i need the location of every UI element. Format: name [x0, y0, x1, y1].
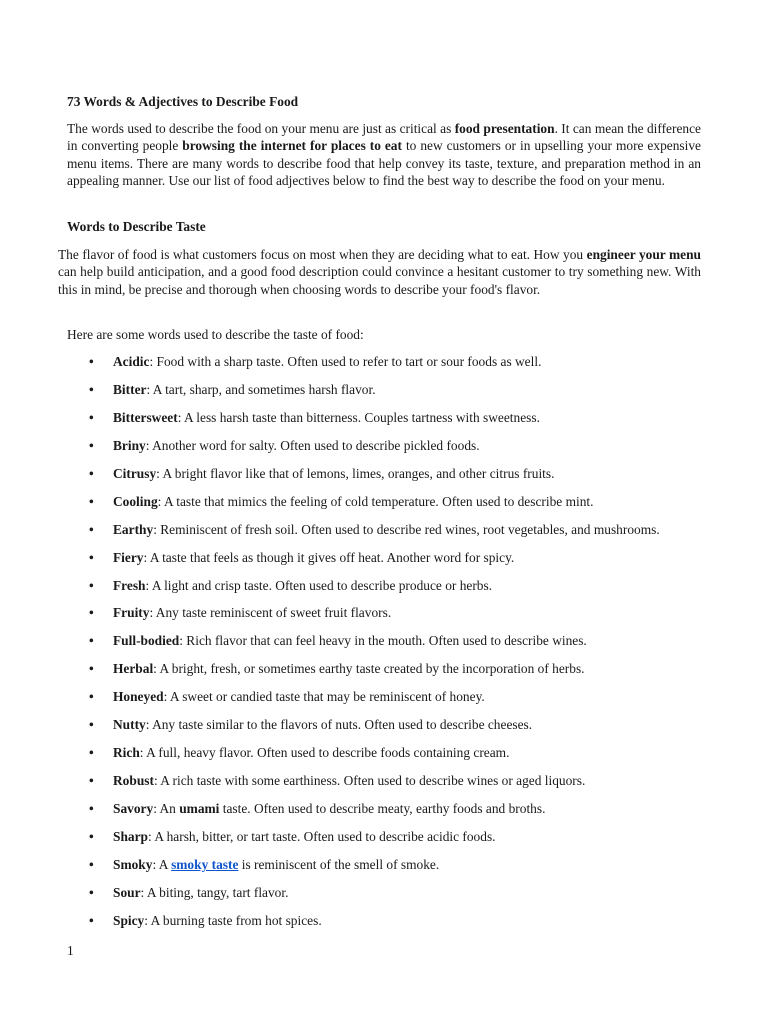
term: Cooling [113, 493, 158, 509]
list-item [0, 716, 768, 744]
list-intro: Here are some words used to describe the taste of food: [67, 327, 364, 342]
term: Full-bodied [113, 633, 180, 649]
term: Robust [113, 773, 154, 789]
intro-text-1: The words used to describe the food on your menu are just as critical as [67, 121, 455, 136]
definition-pre: : An [153, 801, 180, 816]
list-item [0, 884, 768, 912]
term: Smoky [113, 856, 153, 872]
list-item [0, 409, 768, 437]
bullet-icon: • [89, 493, 94, 509]
bullet-icon: • [89, 409, 94, 425]
list-item [0, 772, 768, 800]
list-item [0, 381, 768, 409]
list-item [0, 493, 768, 521]
bullet-icon: • [89, 912, 94, 928]
definition: : A less harsh taste than bitterness. Couples tartness with sweetness. [177, 409, 540, 425]
list-item [0, 800, 768, 828]
definition: : Another word for salty. Often used to describe pickled foods. [145, 437, 480, 453]
bullet-icon: • [89, 577, 94, 593]
definition-post: taste. Often used to describe meaty, earthy foods and broths. [219, 801, 546, 816]
list-item [0, 856, 768, 884]
term: Honeyed [113, 689, 164, 705]
bullet-icon: • [89, 773, 94, 789]
taste-paragraph [58, 246, 701, 298]
taste-bold-engineer-menu: engineer your menu [586, 247, 701, 262]
list-item [0, 577, 768, 605]
term: Savory [113, 801, 154, 816]
term: Citrusy [113, 465, 157, 481]
term: Fresh [113, 577, 146, 593]
term: Bittersweet [113, 409, 178, 425]
list-item [0, 688, 768, 716]
definition: : A sweet or candied taste that may be reminiscent of honey. [163, 689, 485, 705]
bullet-icon: • [89, 856, 94, 872]
definition: : A bright flavor like that of lemons, limes, oranges, and other citrus fruits. [156, 465, 555, 481]
definition: : Rich flavor that can feel heavy in the mouth. Often used to describe wines. [179, 633, 587, 649]
definition: : A taste that feels as though it gives off heat. Another word for spicy. [143, 549, 515, 565]
definition: : A full, heavy flavor. Often used to describe foods containing cream. [139, 745, 510, 761]
bullet-icon: • [89, 689, 94, 705]
definition-pre: : A [152, 856, 172, 872]
term: Nutty [113, 717, 146, 733]
bullet-icon: • [89, 549, 94, 565]
definition: : A biting, tangy, tart flavor. [140, 884, 289, 900]
definition: : A harsh, bitter, or tart taste. Often used to describe acidic foods. [147, 828, 496, 844]
page-number: 1 [67, 943, 74, 958]
list-item [0, 521, 768, 549]
bullet-icon: • [89, 437, 94, 453]
bullet-icon: • [89, 465, 94, 481]
intro-bold-food-presentation: food presentation [454, 121, 555, 136]
bullet-icon: • [89, 884, 94, 900]
definition: : A light and crisp taste. Often used to describe produce or herbs. [145, 577, 493, 593]
definition: : A rich taste with some earthiness. Often used to describe wines or aged liquors. [153, 773, 586, 789]
term: Herbal [113, 661, 154, 677]
definition-bold-umami: umami [179, 801, 220, 816]
list-item [0, 465, 768, 493]
list-item [0, 549, 768, 577]
term: Sharp [113, 828, 148, 844]
term: Acidic [113, 354, 150, 369]
definition: : A tart, sharp, and sometimes harsh flavor. [146, 381, 376, 397]
intro-paragraph [67, 120, 701, 190]
bullet-icon: • [89, 633, 94, 649]
list-item [0, 660, 768, 688]
taste-text-2: can help build anticipation, and a good food description could convince a hesitant customer to try something new. With this in mind, be precise and thorough when choosing words to describe your food's flavor. [58, 264, 701, 297]
definition: : Any taste reminiscent of sweet fruit flavors. [149, 605, 392, 621]
definition: : A taste that mimics the feeling of cold temperature. Often used to describe mint. [157, 493, 594, 509]
term: Fruity [113, 605, 150, 621]
list-item [0, 353, 768, 381]
intro-text-2: . It can mean the difference in converting people [67, 121, 701, 154]
list-item [0, 604, 768, 632]
intro-text-3: to new customers or in upselling your more expensive menu items. There are many words to describe food that help convey its taste, texture, and preparation method in an appealing manner. Use our list of food adjectives below to find the best way to describe the food on your menu. [67, 138, 701, 189]
definition: : Food with a sharp taste. Often used to refer to tart or sour foods as well. [149, 354, 542, 369]
bullet-icon: • [89, 717, 94, 733]
definition-post: is reminiscent of the smell of smoke. [238, 856, 440, 872]
bullet-icon: • [89, 354, 94, 369]
list-item [0, 632, 768, 660]
bullet-icon: • [89, 521, 94, 537]
term: Briny [113, 437, 146, 453]
bullet-icon: • [89, 745, 94, 761]
term: Earthy [113, 521, 154, 537]
bullet-icon: • [89, 381, 94, 397]
bullet-icon: • [89, 605, 94, 621]
definition: : A bright, fresh, or sometimes earthy taste created by the incorporation of herbs. [153, 661, 585, 677]
term: Spicy [113, 912, 145, 928]
list-item [0, 744, 768, 772]
list-item [0, 912, 768, 940]
bullet-icon: • [89, 828, 94, 844]
list-item [0, 437, 768, 465]
term: Bitter [113, 381, 147, 397]
taste-heading: Words to Describe Taste [67, 219, 206, 234]
term: Fiery [113, 549, 144, 565]
bullet-icon: • [89, 801, 94, 816]
document-title: 73 Words & Adjectives to Describe Food [67, 94, 299, 109]
definition: : Any taste similar to the flavors of nuts. Often used to describe cheeses. [145, 717, 533, 733]
term: Sour [113, 884, 141, 900]
definition: : Reminiscent of fresh soil. Often used to describe red wines, root vegetables, and mushrooms. [153, 521, 660, 537]
bullet-icon: • [89, 661, 94, 677]
smoky-taste-link[interactable]: smoky taste [171, 856, 239, 872]
list-item [0, 828, 768, 856]
taste-text-1: The flavor of food is what customers focus on most when they are deciding what to eat. How you [58, 247, 587, 262]
term: Rich [113, 745, 140, 761]
taste-term-list [0, 353, 768, 940]
definition: : A burning taste from hot spices. [144, 912, 322, 928]
intro-bold-browsing: browsing the internet for places to eat [182, 138, 402, 154]
